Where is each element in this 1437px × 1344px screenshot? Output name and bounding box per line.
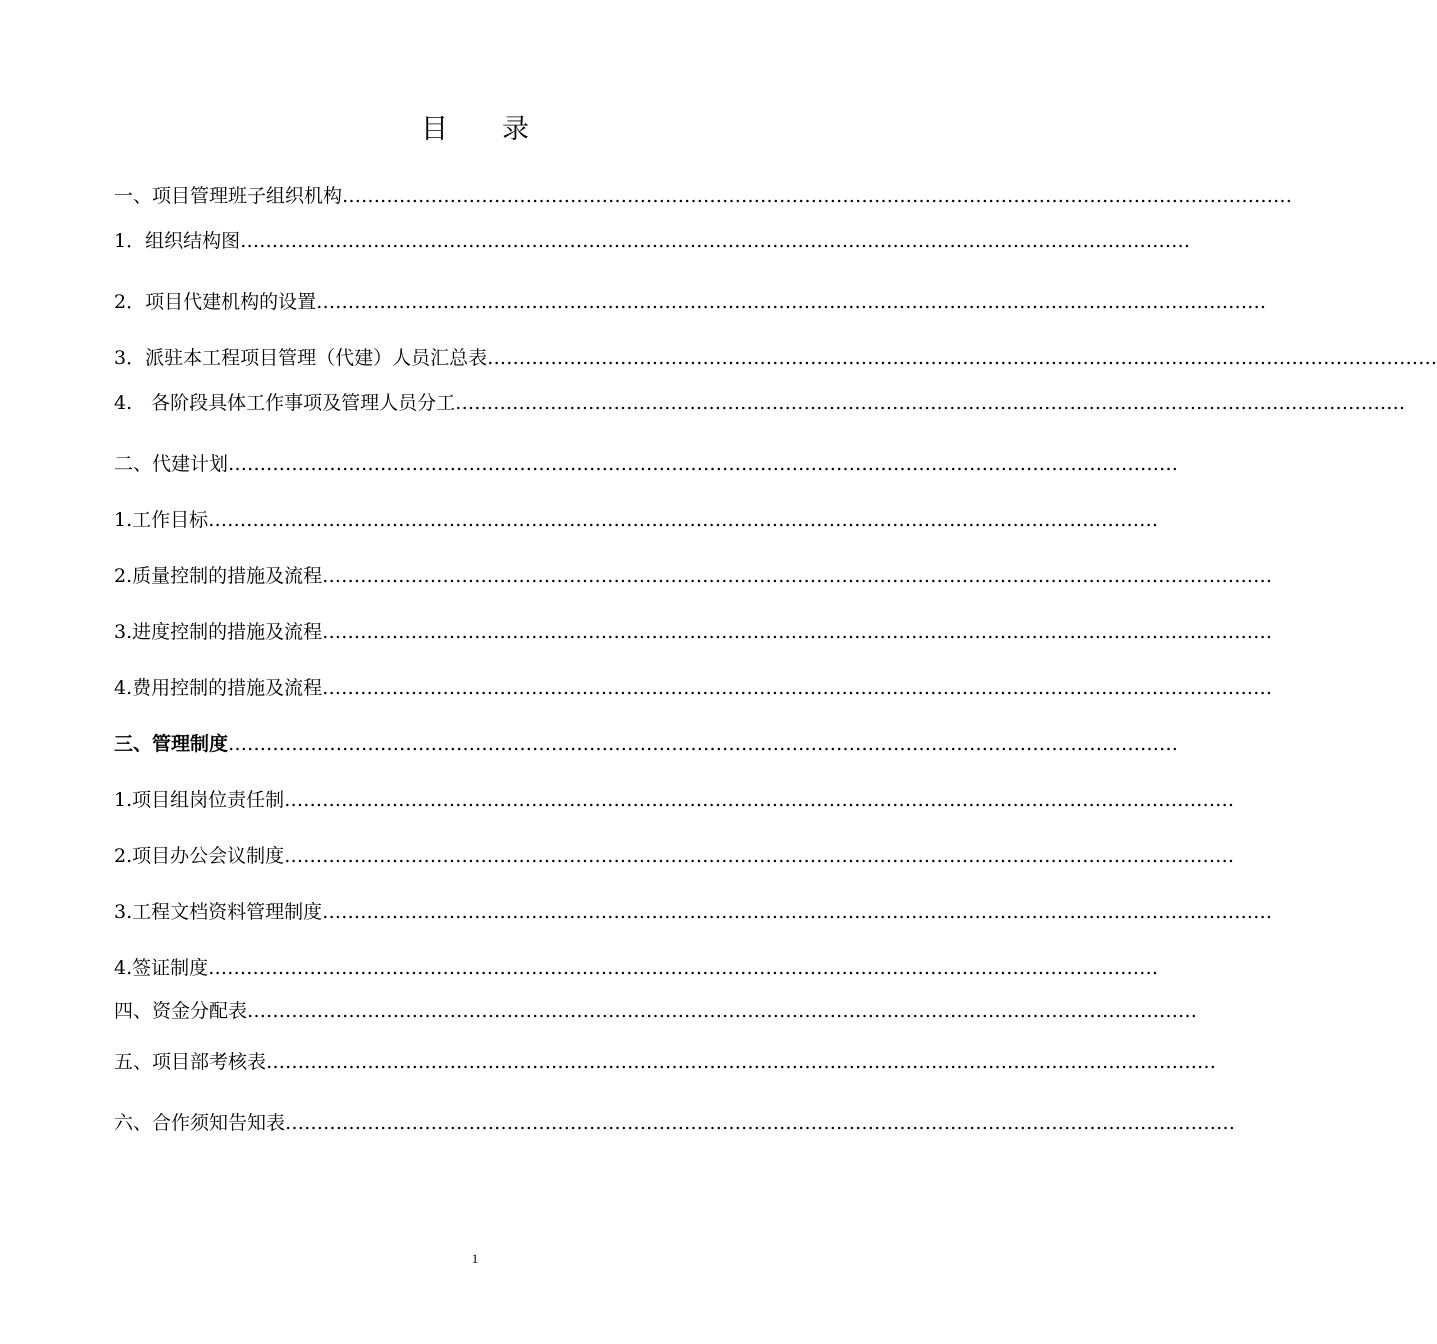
toc-entry-text: 一、项目管理班子组织机构 <box>114 185 343 207</box>
toc-entry-3-4[interactable] <box>114 954 1159 982</box>
toc-entry-text: 1．组织结构图 <box>114 230 241 252</box>
toc-entry-text: 4. 各阶段具体工作事项及管理人员分工 <box>114 392 456 414</box>
toc-leader-dots: …………………………………………………………………………………………………………………………………… <box>240 230 1191 252</box>
page-title: 目 录 <box>421 114 529 145</box>
toc-leader-dots: …………………………………………………………………………………………………………………………………… <box>266 1051 1217 1073</box>
toc-leader-dots: …………………………………………………………………………………………………………………………………… <box>228 733 1179 755</box>
toc-entry-text: 3.工程文档资料管理制度 <box>114 901 323 923</box>
toc-leader-dots: …………………………………………………………………………………………………………………………………… <box>455 392 1406 414</box>
toc-entry-2-1[interactable] <box>114 506 1159 534</box>
toc-entry-text: 2．项目代建机构的设置 <box>114 291 317 313</box>
toc-leader-dots: …………………………………………………………………………………………………………………………………… <box>322 621 1273 643</box>
toc-entry-2-2[interactable] <box>114 562 1273 590</box>
toc-leader-dots: …………………………………………………………………………………………………………………………………… <box>208 509 1159 531</box>
toc-entry-text: 3．派驻本工程项目管理（代建）人员汇总表 <box>114 347 488 369</box>
toc-entry-section-4[interactable] <box>114 997 1198 1025</box>
toc-entry-text: 1.工作目标 <box>114 509 209 531</box>
toc-entry-section-1[interactable] <box>114 182 1293 210</box>
toc-entry-text: 三、管理制度 <box>114 733 229 755</box>
toc-entry-text: 四、资金分配表 <box>114 1000 248 1022</box>
toc-leader-dots: …………………………………………………………………………………………………………………………………… <box>322 901 1273 923</box>
toc-entry-1-2[interactable] <box>114 288 1267 316</box>
toc-entry-text: 3.进度控制的措施及流程 <box>114 621 323 643</box>
toc-entry-section-3[interactable] <box>114 730 1179 758</box>
toc-entry-text: 2.项目办公会议制度 <box>114 845 285 867</box>
toc-entry-2-3[interactable] <box>114 618 1273 646</box>
toc-leader-dots: …………………………………………………………………………………………………………………………………… <box>247 1000 1198 1022</box>
toc-leader-dots: …………………………………………………………………………………………………………………………………… <box>322 677 1273 699</box>
toc-entry-section-5[interactable] <box>114 1048 1217 1076</box>
toc-leader-dots: …………………………………………………………………………………………………………………………………… <box>487 347 1437 369</box>
toc-entry-text: 2.质量控制的措施及流程 <box>114 565 323 587</box>
toc-entry-2-4[interactable] <box>114 674 1273 702</box>
toc-leader-dots: …………………………………………………………………………………………………………………………………… <box>322 565 1273 587</box>
toc-entry-section-6[interactable] <box>114 1109 1236 1137</box>
toc-entry-text: 六、合作须知告知表 <box>114 1112 286 1134</box>
toc-entry-1-1[interactable] <box>114 227 1191 255</box>
toc-leader-dots: …………………………………………………………………………………………………………………………………… <box>316 291 1267 313</box>
toc-entry-text: 五、项目部考核表 <box>114 1051 267 1073</box>
toc-leader-dots: …………………………………………………………………………………………………………………………………… <box>284 789 1235 811</box>
toc-leader-dots: …………………………………………………………………………………………………………………………………… <box>284 845 1235 867</box>
toc-entry-1-3[interactable] <box>114 344 1437 372</box>
toc-entry-3-2[interactable] <box>114 842 1235 870</box>
toc-entry-3-3[interactable] <box>114 898 1273 926</box>
toc-entry-section-2[interactable] <box>114 450 1179 478</box>
toc-leader-dots: …………………………………………………………………………………………………………………………………… <box>208 957 1159 979</box>
page-number: 1 <box>471 1251 479 1266</box>
toc-leader-dots: …………………………………………………………………………………………………………………………………… <box>285 1112 1236 1134</box>
toc-leader-dots: …………………………………………………………………………………………………………………………………… <box>228 453 1179 475</box>
toc-entry-text: 二、代建计划 <box>114 453 229 475</box>
toc-entry-text: 1.项目组岗位责任制 <box>114 789 285 811</box>
toc-leader-dots: …………………………………………………………………………………………………………………………………… <box>342 185 1293 207</box>
toc-entry-1-4[interactable] <box>114 389 1406 417</box>
toc-entry-3-1[interactable] <box>114 786 1235 814</box>
toc-entry-text: 4.签证制度 <box>114 957 209 979</box>
toc-entry-text: 4.费用控制的措施及流程 <box>114 677 323 699</box>
